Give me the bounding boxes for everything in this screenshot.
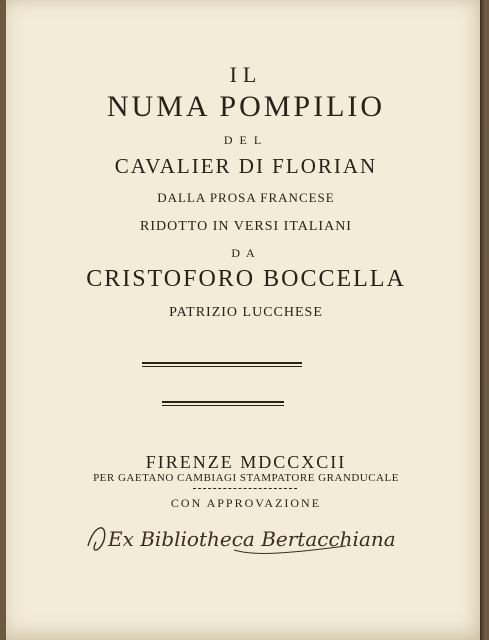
imprint-printer: PER GAETANO CAMBIAGI STAMPATORE GRANDUCALE — [93, 472, 399, 484]
preposition-del: DEL — [223, 133, 269, 147]
title-article: IL — [229, 62, 263, 87]
preposition-da: DA — [231, 246, 261, 260]
decorative-rule-upper — [142, 362, 302, 367]
ownership-inscription — [84, 516, 396, 562]
decorative-rule-lower — [162, 401, 284, 406]
book-title: NUMA POMPILIO — [106, 90, 386, 123]
author-name: CAVALIER DI FLORIAN — [114, 154, 378, 178]
translation-note: RIDOTTO IN VERSI ITALIANI — [140, 219, 352, 234]
approval-line: CON APPROVAZIONE — [170, 496, 322, 510]
source-line: DALLA PROSA FRANCESE — [157, 190, 335, 205]
imprint-place-year: FIRENZE MDCCXCII — [145, 452, 347, 472]
title-page — [6, 0, 486, 640]
translator-title: PATRIZIO LUCCHESE — [169, 305, 323, 320]
translator-name: CRISTOFORO BOCCELLA — [86, 266, 406, 292]
inscription-text: Ex Bibliotheca Bertacchiana — [108, 527, 396, 551]
dashed-divider — [193, 488, 297, 489]
